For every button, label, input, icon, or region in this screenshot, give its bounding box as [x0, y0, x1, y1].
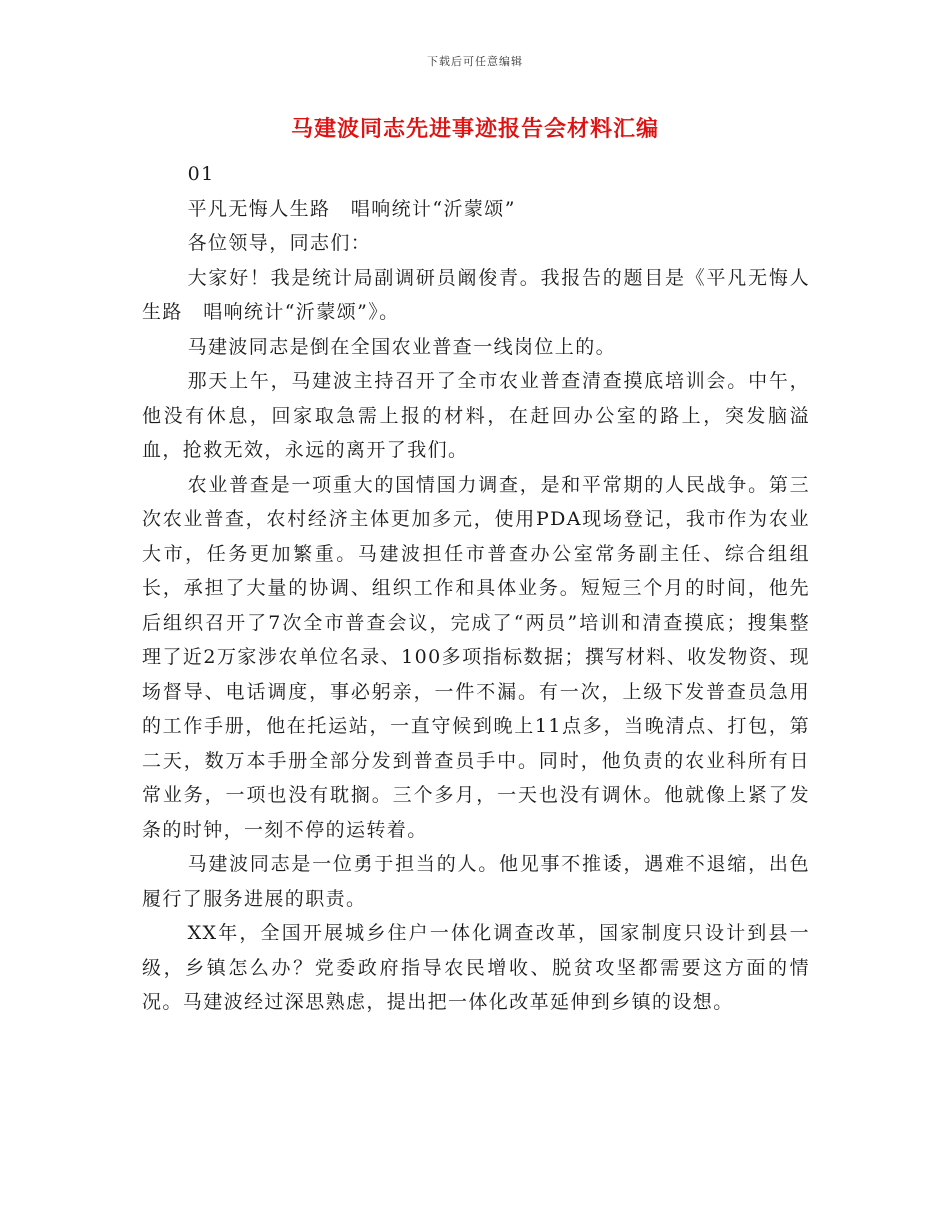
- header-note: 下载后可任意编辑: [427, 55, 523, 68]
- document-body: [142, 157, 810, 1020]
- document-title: 马建波同志先进事迹报告会材料汇编: [290, 116, 659, 142]
- section-number: 01: [187, 163, 215, 185]
- paragraph: 马建波同志是倒在全国农业普查一线岗位上的。: [187, 335, 616, 358]
- paragraph: 大家好！我是统计局副调研员阚俊青。我报告的题目是《平凡无悔人生路 唱响统计“沂蒙颂”》。: [142, 266, 810, 323]
- paragraph: 马建波同志是一位勇于担当的人。他见事不推诿，遇难不退缩，出色履行了服务进展的职责。: [142, 853, 810, 910]
- paragraph: XX年，全国开展城乡住户一体化调查改革，国家制度只设计到县一级，乡镇怎么办？党委政府指导农民增收、脱贫攻坚都需要这方面的情况。马建波经过深思熟虑，提出把一体化改革延伸到乡镇的设想。: [142, 922, 810, 1013]
- paragraph: 农业普查是一项重大的国情国力调查，是和平常期的人民战争。第三次农业普查，农村经济主体更加多元，使用PDA现场登记，我市作为农业大市，任务更加繁重。马建波担任市普查办公室常务副主任、综合组组长，承担了大量的协调、组织工作和具体业务。短短三个月的时间，他先后组织召开了7次全市普查会议，完成了“两员”培训和清查摸底；搜集整理了近2万家涉农单位名录、100多项指标数据；撰写材料、收发物资、现场督导、电话调度，事必躬亲，一件不漏。有一次，上级下发普查员急用的工作手册，他在托运站，一直守候到晚上11点多，当晚清点、打包，第二天，数万本手册全部分发到普查员手中。同时，他负责的农业科所有日常业务，一项也没有耽搁。三个多月，一天也没有调休。他就像上紧了发条的时钟，一刻不停的运转着。: [142, 473, 810, 841]
- report-subtitle: 平凡无悔人生路 唱响统计“沂蒙颂”: [187, 197, 516, 220]
- salutation: 各位领导，同志们：: [187, 232, 372, 254]
- paragraph: 那天上午，马建波主持召开了全市农业普查清查摸底培训会。中午，他没有休息，回家取急需上报的材料，在赶回办公室的路上，突发脑溢血，抢救无效，永远的离开了我们。: [142, 370, 810, 461]
